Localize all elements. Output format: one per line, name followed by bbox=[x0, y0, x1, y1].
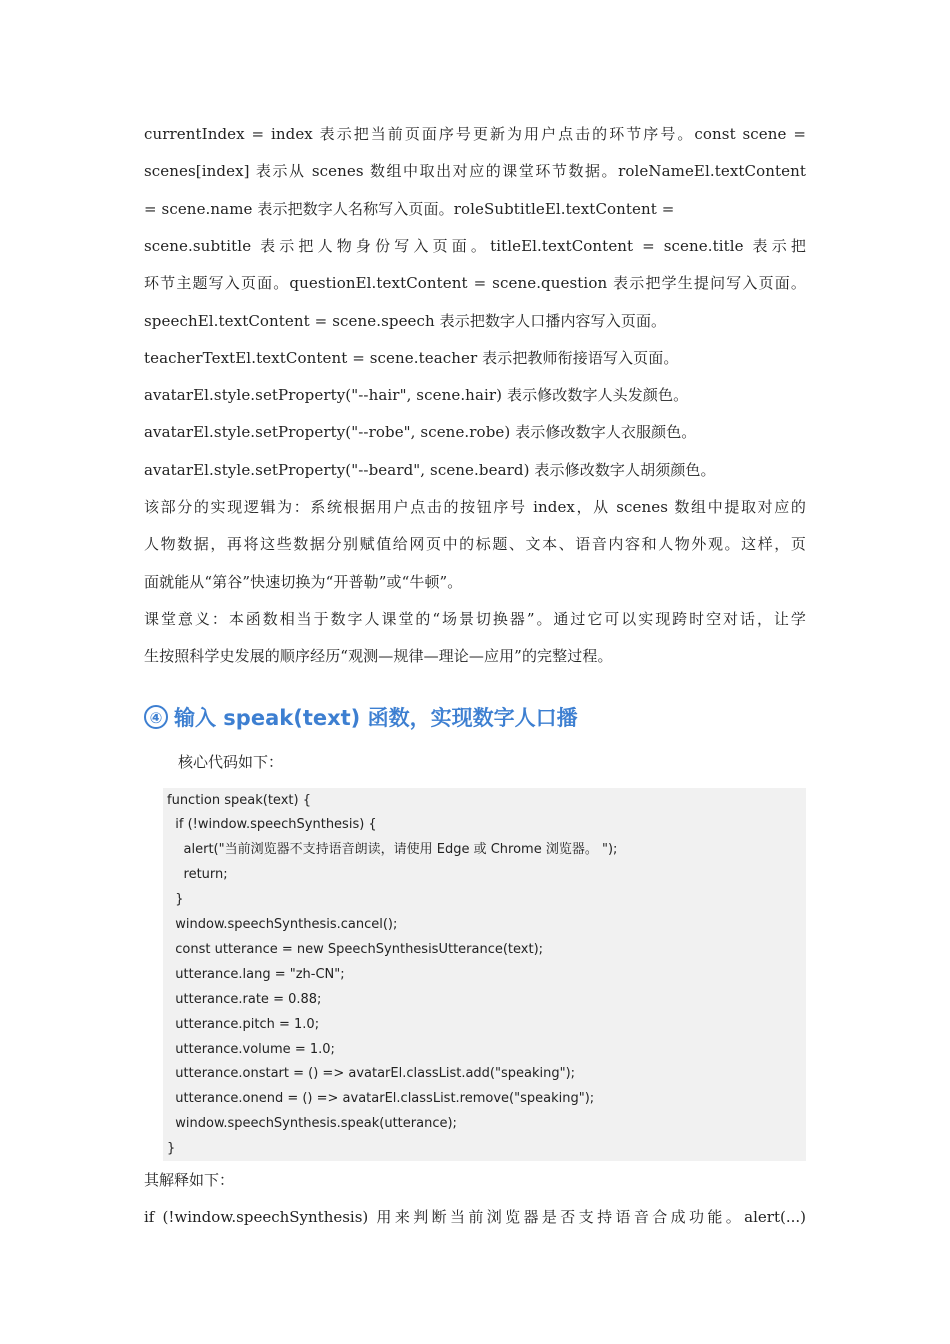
paragraph-line: teacherTextEl.textContent = scene.teacher 表示把教师衔接语写入页面。 bbox=[144, 349, 679, 367]
paragraph-line: 生按照科学史发展的顺序经历“观测—规律—理论—应用”的完整过程。 bbox=[144, 647, 613, 665]
paragraph-line: 课堂意义：本函数相当于数字人课堂的“场景切换器”。通过它可以实现跨时空对话，让学 bbox=[144, 610, 806, 628]
paragraph-line: 面就能从“第谷”快速切换为“开普勒”或“牛顿”。 bbox=[144, 573, 463, 591]
paragraph-line: avatarEl.style.setProperty("--robe", scene.robe) 表示修改数字人衣服颜色。 bbox=[144, 423, 697, 441]
paragraph-line: scenes[index] 表示从 scenes 数组中取出对应的课堂环节数据。roleNameEl.textContent bbox=[144, 162, 806, 180]
code-line: const utterance = new SpeechSynthesisUtterance(text); bbox=[167, 942, 544, 957]
code-intro: 核心代码如下： bbox=[178, 753, 284, 771]
code-line: utterance.lang = "zh-CN"; bbox=[167, 967, 345, 982]
paragraph-line: 人物数据，再将这些数据分别赋值给网页中的标题、文本、语音内容和人物外观。这样，页 bbox=[144, 535, 806, 553]
code-line: utterance.pitch = 1.0; bbox=[167, 1017, 320, 1032]
code-block bbox=[163, 788, 806, 1161]
code-line: window.speechSynthesis.cancel(); bbox=[167, 917, 398, 932]
section-number: ④ bbox=[144, 705, 168, 729]
code-line: if (!window.speechSynthesis) { bbox=[167, 817, 377, 832]
code-line: utterance.volume = 1.0; bbox=[167, 1042, 335, 1057]
section-heading-text: 输入 speak(text) 函数，实现数字人口播 bbox=[174, 706, 578, 730]
code-line: window.speechSynthesis.speak(utterance); bbox=[167, 1116, 457, 1131]
explanation-title: 其解释如下： bbox=[144, 1171, 235, 1189]
code-line: alert("当前浏览器不支持语音朗读，请使用 Edge 或 Chrome 浏览器。 "); bbox=[167, 842, 618, 857]
code-line: } bbox=[167, 1141, 176, 1156]
paragraph-line: 环节主题写入页面。questionEl.textContent = scene.question 表示把学生提问写入页面。 bbox=[144, 274, 806, 292]
code-line: utterance.rate = 0.88; bbox=[167, 992, 322, 1007]
section-heading bbox=[144, 702, 578, 732]
paragraph-line: avatarEl.style.setProperty("--hair", scene.hair) 表示修改数字人头发颜色。 bbox=[144, 386, 689, 404]
code-line: return; bbox=[167, 867, 228, 882]
paragraph-line: 该部分的实现逻辑为：系统根据用户点击的按钮序号 index，从 scenes 数组中提取对应的 bbox=[144, 498, 806, 516]
code-line: } bbox=[167, 892, 184, 907]
code-line: utterance.onend = () => avatarEl.classList.remove("speaking"); bbox=[167, 1091, 595, 1106]
paragraph-line: currentIndex = index 表示把当前页面序号更新为用户点击的环节序号。const scene = bbox=[144, 125, 806, 143]
paragraph-line: = scene.name 表示把数字人名称写入页面。roleSubtitleEl.textContent = bbox=[144, 200, 675, 218]
code-line: function speak(text) { bbox=[167, 793, 311, 808]
paragraph-line: avatarEl.style.setProperty("--beard", scene.beard) 表示修改数字人胡须颜色。 bbox=[144, 461, 716, 479]
paragraph-line: scene.subtitle 表示把人物身份写入页面。titleEl.textContent = scene.title 表示把 bbox=[144, 237, 806, 255]
paragraph-line: speechEl.textContent = scene.speech 表示把数字人口播内容写入页面。 bbox=[144, 312, 667, 330]
code-line: utterance.onstart = () => avatarEl.classList.add("speaking"); bbox=[167, 1066, 576, 1081]
explanation-line: if (!window.speechSynthesis) 用来判断当前浏览器是否支持语音合成功能。alert(...) bbox=[144, 1208, 806, 1226]
